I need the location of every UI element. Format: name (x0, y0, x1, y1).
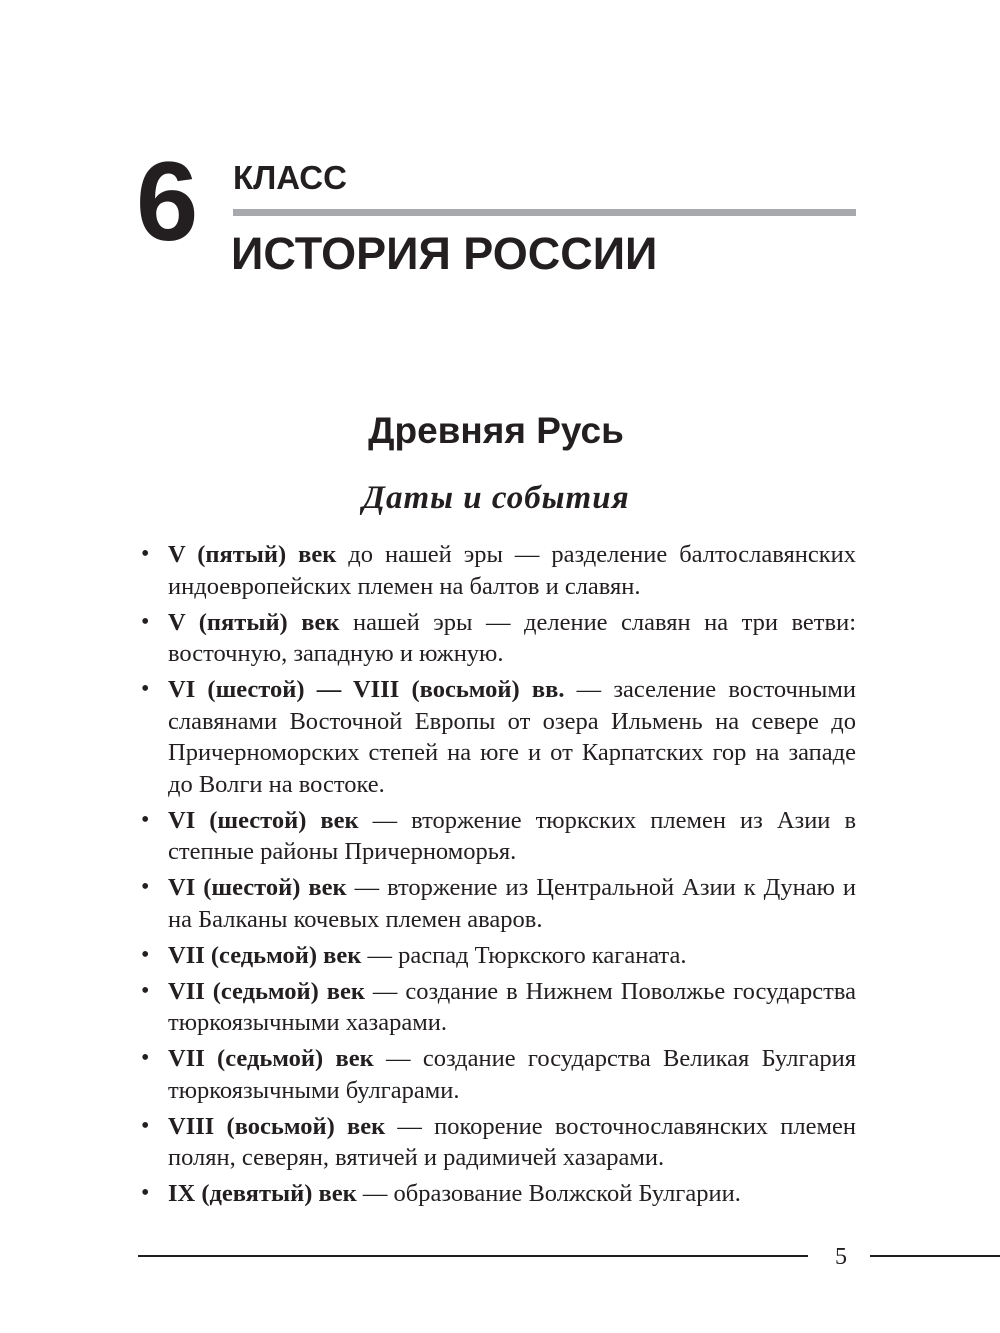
subject-title: ИСТОРИЯ РОССИИ (231, 228, 658, 279)
bullet-icon: • (141, 941, 150, 968)
event-description: — создание в Нижнем Поволжье государства тюркоязычными хазарами. (168, 977, 857, 1036)
event-date: VII (седьмой) век (168, 941, 362, 969)
event-description: до нашей эры — разделение балтославянских индоевропейских племен на балтов и славян. (168, 541, 856, 600)
event-description: нашей эры — деление славян на три ветви: восточную, западную и южную. (168, 608, 856, 667)
event-description: — вторжение из Центральной Азии к Дунаю и на Балканы кочевых племен аваров. (168, 874, 857, 933)
bullet-icon: • (141, 874, 150, 900)
event-description: — создание государства Великая Булгария тюркоязычными булгарами. (168, 1045, 856, 1104)
event-description: — распад Тюркского каганата. (361, 941, 687, 969)
event-date: VII (седьмой) век (168, 1045, 374, 1072)
bullet-icon: • (141, 977, 150, 1004)
section-title: Древняя Русь (368, 410, 624, 451)
bullet-icon: • (141, 676, 150, 702)
event-date: VI (шестой) — VIII (восьмой) вв. (168, 676, 565, 703)
event-date: VIII (восьмой) век (168, 1112, 386, 1140)
footer-divider-right (870, 1255, 1000, 1257)
bullet-icon: • (141, 1045, 150, 1071)
bullet-icon: • (141, 541, 150, 567)
footer-divider-left (138, 1255, 808, 1257)
grade-label: КЛАСС (233, 159, 347, 196)
bullet-icon: • (141, 1180, 150, 1206)
event-item (141, 607, 856, 670)
bullet-icon: • (141, 806, 150, 833)
event-description: — покорение восточнославянских племен полян, северян, вятичей и радимичей хазарами. (168, 1112, 856, 1171)
event-item (141, 539, 856, 602)
bullet-icon: • (141, 608, 150, 635)
event-description: — образование Волжской Булгарии. (356, 1180, 741, 1207)
event-description: — вторжение тюркских племен из Азии в степные районы Причерноморья. (168, 806, 857, 865)
event-date: IX (девятый) век (168, 1180, 357, 1207)
bullet-icon: • (141, 1112, 150, 1139)
header-divider (233, 209, 856, 216)
event-date: VII (седьмой) век (168, 977, 365, 1005)
page-number: 5 (835, 1244, 847, 1270)
event-item (141, 976, 857, 1039)
event-description: — заселение восточными славянами Восточной Европы от озера Ильмень на севере до Причерноморских степей на юге и от Карпатских гор на западе до Волги на востоке. (168, 676, 856, 798)
section-subtitle: Даты и события (362, 480, 630, 516)
event-item (141, 805, 857, 868)
events-list (0, 539, 1000, 1214)
event-date: V (пятый) век (168, 541, 337, 568)
event-item (141, 1043, 856, 1106)
event-date: VI (шестой) век (168, 874, 347, 901)
event-date: V (пятый) век (168, 608, 340, 636)
event-item (141, 940, 856, 972)
event-item (141, 1178, 856, 1210)
event-date: VI (шестой) век (168, 806, 359, 834)
event-item (141, 872, 857, 935)
event-item (141, 1111, 856, 1174)
grade-number: 6 (136, 139, 197, 264)
event-item (141, 674, 856, 800)
